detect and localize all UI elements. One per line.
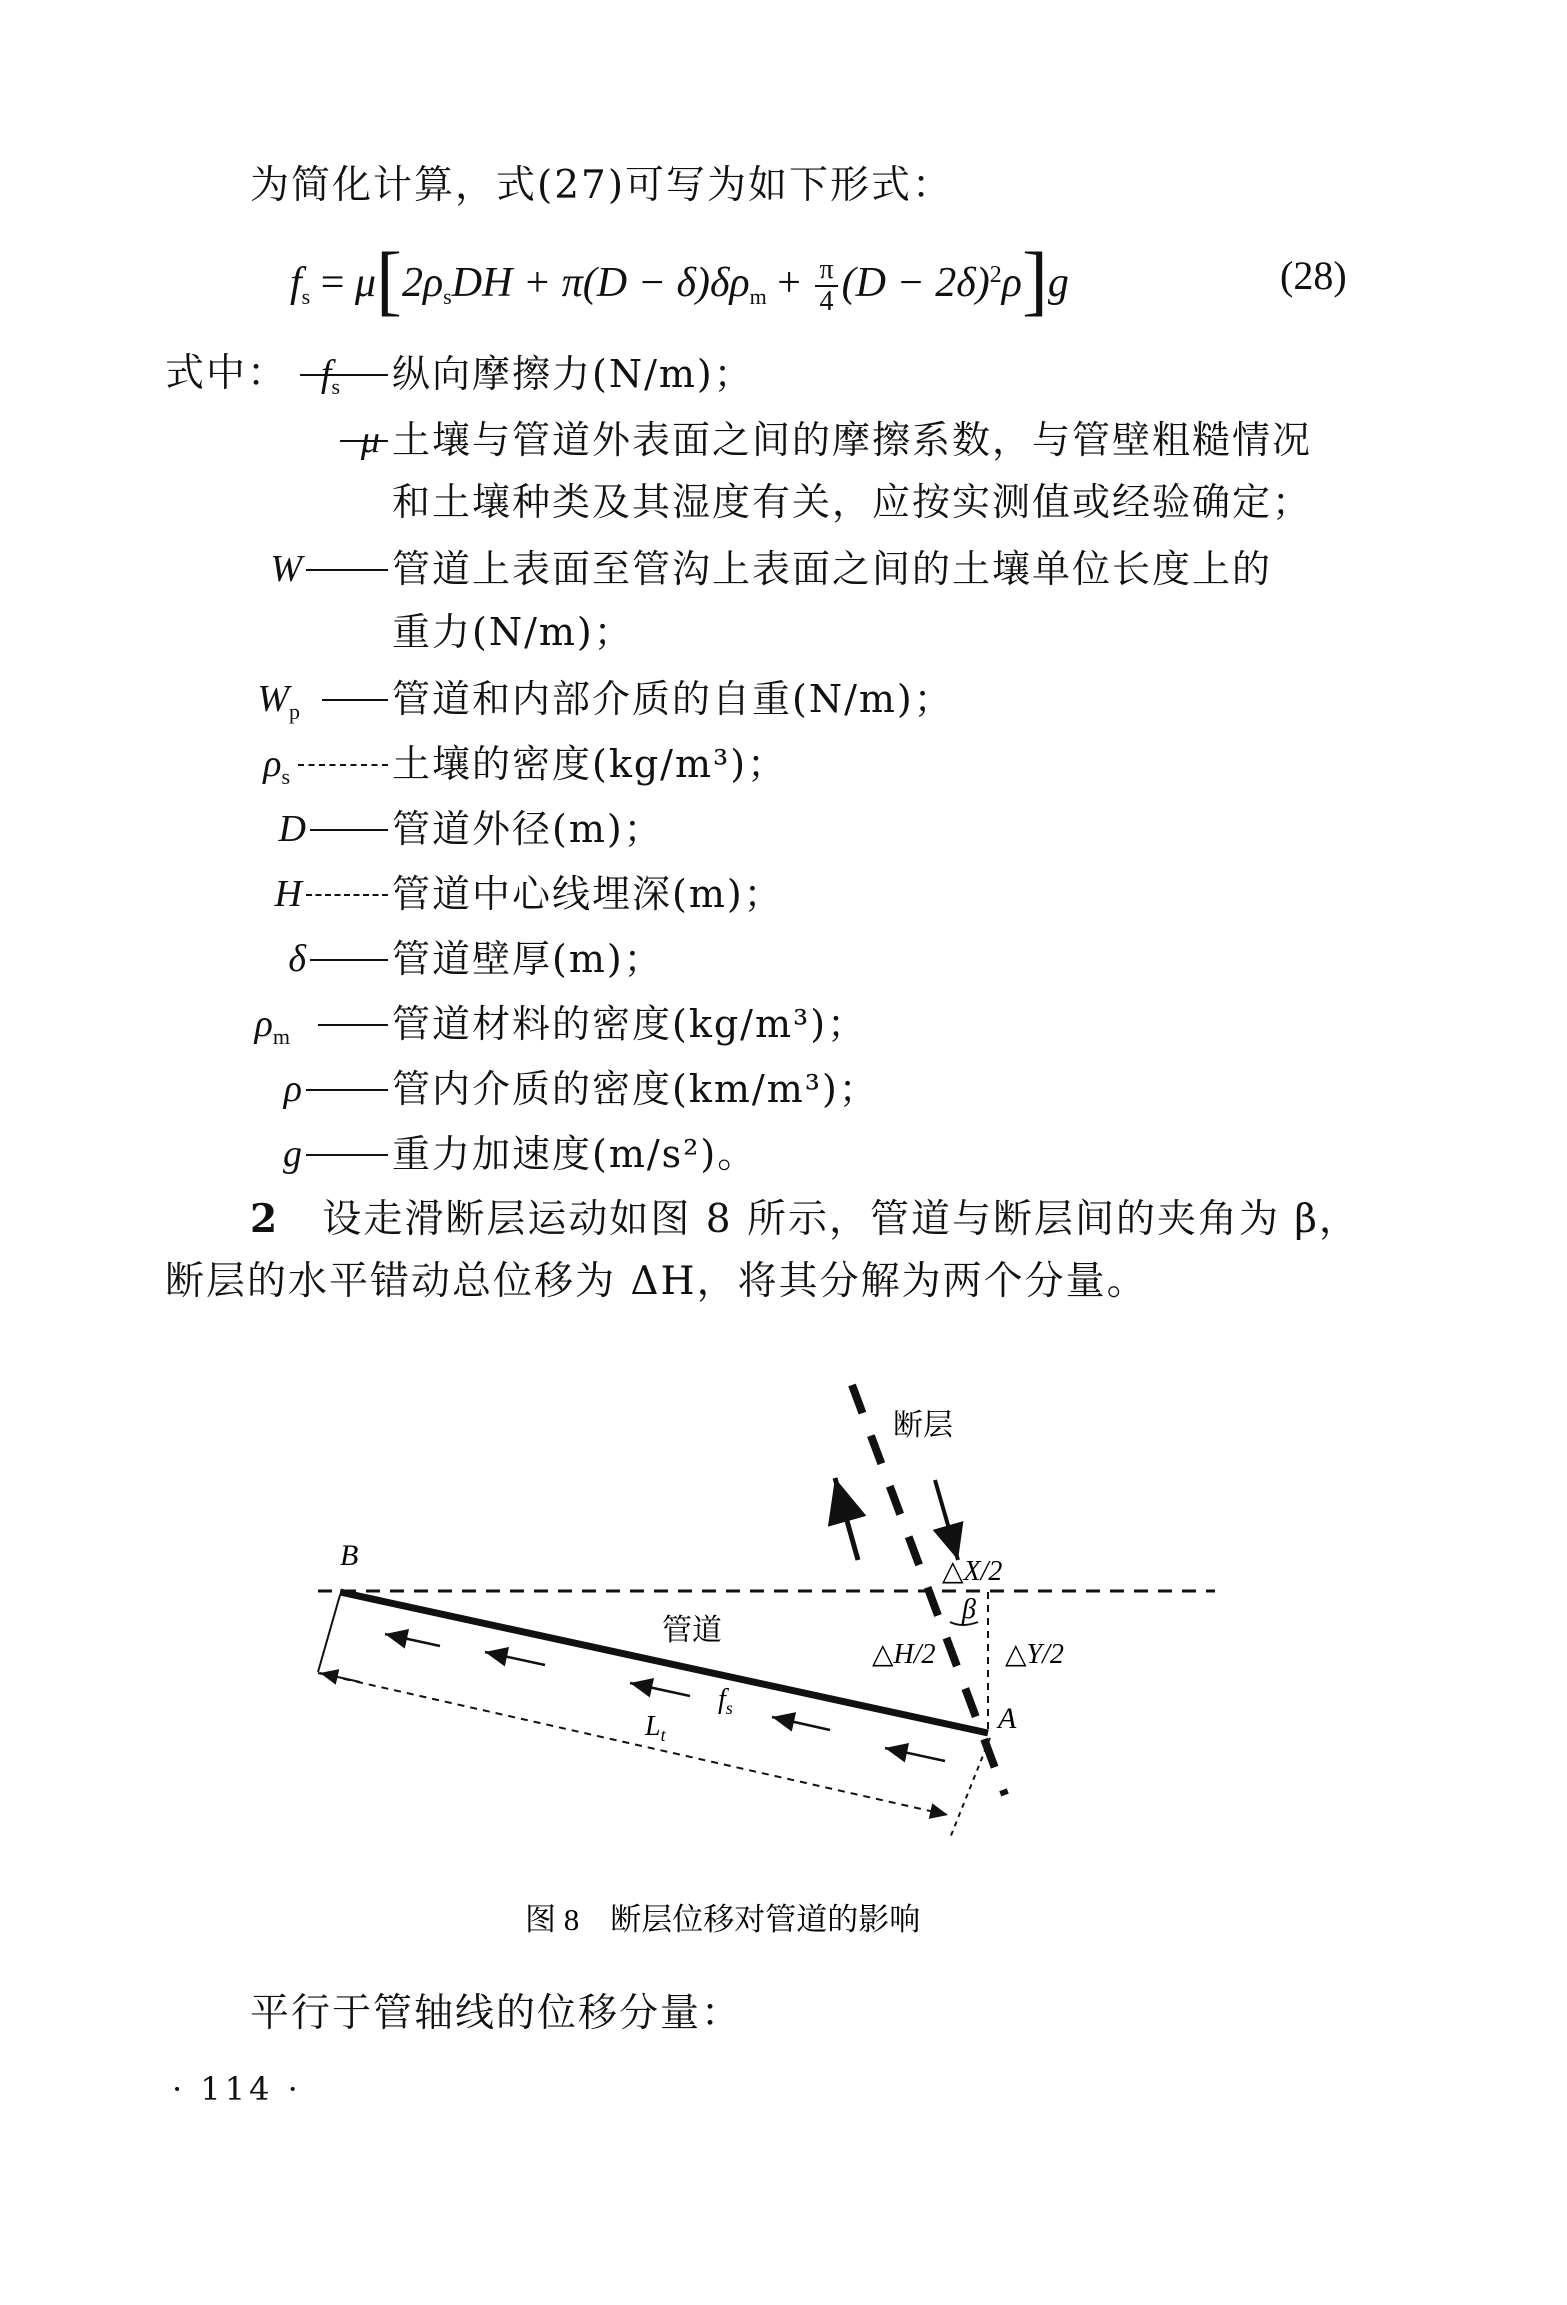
def-dash (310, 829, 388, 831)
def-symbol-rho-s: $\rho_s$ (263, 743, 290, 789)
def-symbol-w: W (270, 548, 302, 590)
def-dash (318, 1024, 388, 1026)
eq-lhs-sub: s (301, 284, 311, 309)
para2-number: 2 (250, 1196, 280, 1242)
eq-term1: 2ρ (402, 260, 444, 306)
def-symbol-d: D (278, 808, 306, 850)
fault-motion-arrow-down (935, 1480, 958, 1560)
def-text-fs: 纵向摩擦力(N/m)； (392, 352, 754, 396)
def-dash (300, 374, 388, 376)
label-delta-y: △Y/2 (1005, 1639, 1064, 1670)
label-point-b: B (340, 1539, 359, 1572)
label-delta-h: △H/2 (872, 1639, 936, 1670)
def-dash (340, 440, 388, 442)
def-dash (306, 1089, 388, 1091)
def-symbol-wp: $W_p$ (257, 678, 300, 724)
dimension-right-end (950, 1738, 990, 1838)
intro-text: 为简化计算，式(27)可写为如下形式： (250, 163, 954, 208)
def-text-h: 管道中心线埋深(m)； (392, 872, 784, 916)
eq-right-bracket: ] (1021, 236, 1048, 323)
friction-arrow (772, 1717, 830, 1730)
def-text-rho: 管内介质的密度(km/m³)； (392, 1067, 879, 1111)
def-symbol-h: H (274, 873, 302, 915)
equation-28 (290, 236, 1069, 327)
equation-number: (28) (1280, 253, 1347, 298)
def-symbol-rho-m: $\rho_m$ (254, 1003, 290, 1049)
def-text-rho-m: 管道材料的密度(kg/m³)； (392, 1002, 868, 1046)
eq-term2b: ρ (1001, 260, 1022, 306)
friction-arrow (485, 1652, 545, 1665)
eq-equals: = (320, 260, 345, 306)
def-symbol-delta: δ (288, 938, 306, 980)
def-dash (322, 699, 388, 701)
eq-lhs: f (290, 260, 302, 306)
label-pipe: 管道 (662, 1614, 722, 1647)
eq-frac-num: π (815, 255, 837, 287)
def-dash (306, 1154, 388, 1156)
def-dash (298, 764, 388, 766)
label-length: $L_t$ (645, 1711, 666, 1745)
final-line: 平行于管轴线的位移分量： (250, 1991, 743, 2036)
def-text-delta: 管道壁厚(m)； (392, 937, 664, 981)
where-label: 式中： (165, 351, 289, 396)
friction-arrow (885, 1748, 945, 1761)
length-dimension-line (318, 1673, 948, 1815)
figure-caption: 图 8 断层位移对管道的影响 (525, 1902, 921, 1937)
para2-line1 (250, 1195, 1360, 1244)
eq-term1b: DH + π(D − δ)δρ (451, 260, 750, 306)
fault-motion-arrow-up (835, 1478, 858, 1560)
def-text-rho-s: 土壤的密度(kg/m³)； (392, 742, 788, 786)
para2-line2: 断层的水平错动总位移为 ΔH，将其分解为两个分量。 (165, 1259, 1148, 1304)
def-text-d: 管道外径(m)； (392, 807, 664, 851)
def-text-w-cont: 重力(N/m)； (392, 610, 634, 654)
def-dash (310, 959, 388, 961)
eq-term1-sub: s (443, 284, 452, 309)
eq-frac-den: 4 (819, 286, 834, 318)
def-text-g: 重力加速度(m/s²)。 (392, 1132, 758, 1176)
label-point-a: A (998, 1702, 1017, 1735)
eq-g: g (1047, 260, 1069, 306)
friction-arrow (630, 1683, 690, 1696)
figure-8 (0, 1360, 1567, 1960)
eq-term1b-sub: m (749, 284, 767, 309)
pipe-end-bracket (318, 1595, 340, 1672)
eq-term2-sup: 2 (989, 262, 1002, 288)
def-text-w: 管道上表面至管沟上表面之间的土壤单位长度上的 (392, 547, 1273, 591)
def-dash (306, 894, 388, 896)
label-delta-x: △X/2 (942, 1556, 1003, 1587)
def-text-wp: 管道和内部介质的自重(N/m)； (392, 677, 954, 721)
eq-left-bracket: [ (376, 236, 402, 323)
page-number: · 114 · (172, 2070, 302, 2108)
length-dimension-start-arrow (320, 1673, 360, 1682)
def-text-mu-cont: 和土壤种类及其湿度有关，应按实测值或经验确定； (392, 480, 1313, 524)
label-beta: β (962, 1594, 976, 1625)
label-friction: $f_s$ (718, 1684, 733, 1718)
def-symbol-mu: μ (360, 419, 380, 461)
para2-text-1: 设走滑断层运动如图 8 所示，管道与断层间的夹角为 β， (322, 1197, 1360, 1242)
def-symbol-fs: $f_s$ (320, 353, 340, 399)
def-dash (306, 569, 388, 571)
eq-fraction (815, 255, 837, 317)
eq-term2: (D − 2δ) (841, 260, 990, 306)
eq-mu: μ (354, 260, 377, 306)
label-fault: 断层 (893, 1409, 953, 1442)
friction-arrow (385, 1634, 440, 1646)
def-symbol-g: g (283, 1133, 302, 1175)
eq-plus: + (777, 260, 801, 306)
def-text-mu: 土壤与管道外表面之间的摩擦系数，与管壁粗糙情况 (392, 418, 1313, 462)
def-symbol-rho: ρ (283, 1068, 302, 1110)
